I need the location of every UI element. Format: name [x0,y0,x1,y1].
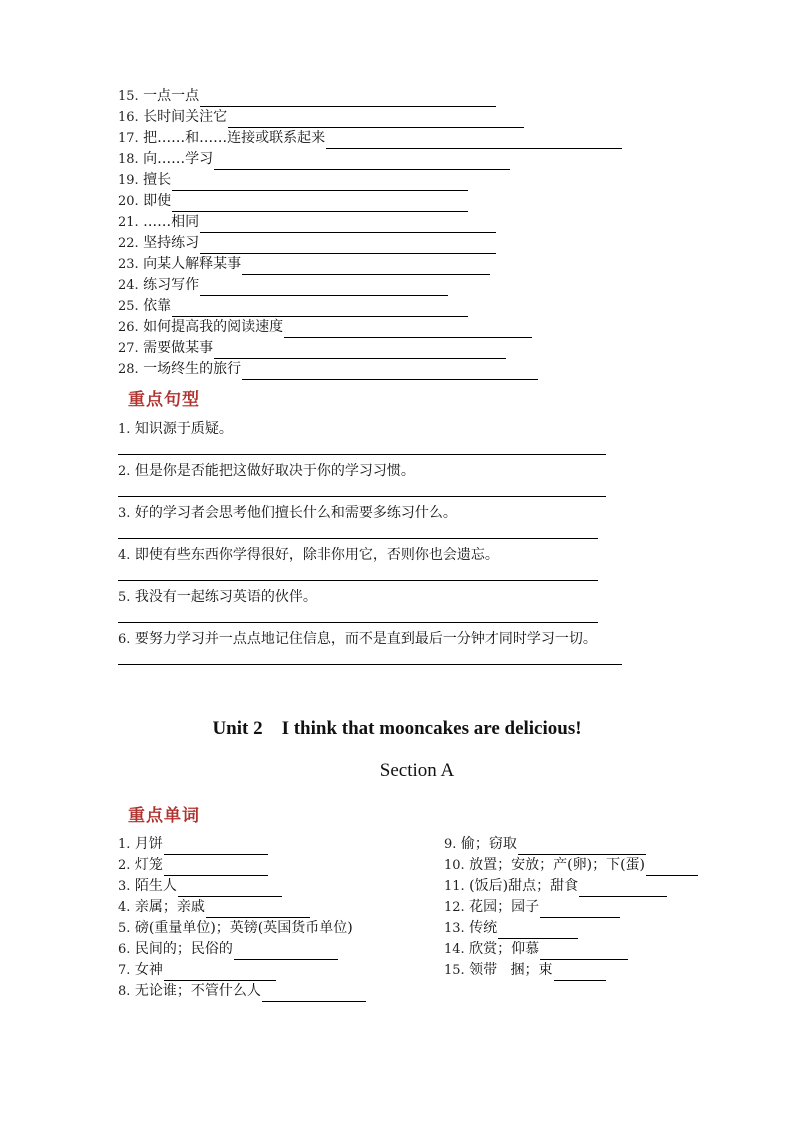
answer-blank[interactable] [164,965,276,981]
item-number: 10. [444,858,465,873]
word-text: (饭后)甜点；甜食 [469,878,579,894]
phrase-item [118,86,622,107]
phrase-text: 需要做某事 [143,340,214,356]
phrase-text: 长时间关注它 [143,109,228,125]
answer-blank[interactable] [262,986,366,1002]
answer-blank[interactable] [214,154,510,170]
item-number: 11. [444,879,465,894]
word-item [118,897,366,918]
phrase-item [118,233,622,254]
item-number: 13. [444,921,465,936]
item-number: 19. [118,173,139,188]
answer-blank[interactable] [234,944,338,960]
word-text: 无论谁；不管什么人 [134,983,261,999]
phrase-item [118,107,622,128]
word-text: 陌生人 [134,878,177,894]
word-item [444,918,698,939]
phrase-item [118,149,622,170]
answer-blank[interactable] [579,881,667,897]
word-item [118,855,366,876]
item-number: 12. [444,900,465,915]
word-item [118,918,366,939]
item-number: 28. [118,362,139,377]
phrase-item [118,191,622,212]
unit-title: Unit 2 I think that mooncakes are delicious! [212,718,582,739]
answer-blank[interactable] [214,343,506,359]
word-text: 女神 [134,962,163,978]
answer-blank[interactable] [242,364,538,380]
item-number: 5. [118,590,131,605]
item-number: 27. [118,341,139,356]
answer-blank[interactable] [164,860,268,876]
sentence-prompt [118,544,622,566]
item-number: 16. [118,110,139,125]
phrase-item [118,254,622,275]
word-item [118,876,366,897]
sentence-item [118,586,622,628]
answer-line[interactable] [118,580,598,581]
word-list-left [118,834,366,1002]
word-text: 领带 捆；束 [469,962,553,978]
answer-line[interactable] [118,496,606,497]
sentence-list [118,418,622,670]
sentence-item [118,628,622,670]
phrase-text: 一场终生的旅行 [143,361,242,377]
word-item [444,939,698,960]
word-text: 民间的；民俗的 [134,941,233,957]
word-item [118,939,366,960]
item-number: 8. [118,984,131,999]
item-number: 2. [118,464,131,479]
word-text: 月饼 [134,836,163,852]
sentence-prompt [118,628,622,650]
answer-blank[interactable] [164,839,268,855]
answer-blank[interactable] [206,902,310,918]
item-number: 4. [118,548,131,563]
item-number: 1. [118,837,131,852]
phrase-text: 把……和……连接或联系起来 [143,130,326,146]
phrase-item [118,359,622,380]
answer-blank[interactable] [200,280,448,296]
item-number: 1. [118,422,131,437]
sentence-item [118,460,622,502]
answer-blank[interactable] [178,881,282,897]
item-number: 26. [118,320,139,335]
phrase-text: 即使 [143,193,172,209]
word-item [444,876,698,897]
phrase-text: 坚持练习 [143,235,200,251]
word-list-right [444,834,698,981]
item-number: 3. [118,879,131,894]
answer-blank[interactable] [540,902,620,918]
phrase-item [118,275,622,296]
item-number: 14. [444,942,465,957]
answer-blank[interactable] [326,133,622,149]
item-number: 21. [118,215,139,230]
word-text: 欣赏；仰慕 [469,941,540,957]
answer-blank[interactable] [172,175,468,191]
item-number: 24. [118,278,139,293]
word-item [444,855,698,876]
item-number: 4. [118,900,131,915]
sentence-item [118,418,622,460]
word-text: 花园；园子 [469,899,540,915]
word-item [444,834,698,855]
sentence-item [118,544,622,586]
answer-blank[interactable] [200,91,496,107]
item-number: 23. [118,257,139,272]
answer-line[interactable] [118,664,622,665]
item-number: 15. [444,963,465,978]
answer-blank[interactable] [554,965,606,981]
item-number: 20. [118,194,139,209]
answer-blank[interactable] [518,839,646,855]
phrase-text: 如何提高我的阅读速度 [143,319,284,335]
item-number: 22. [118,236,139,251]
word-item [118,960,366,981]
item-number: 5. [118,921,131,936]
answer-line[interactable] [118,454,606,455]
item-number: 3. [118,506,131,521]
phrase-item [118,212,622,233]
word-item [444,960,698,981]
sentence-item [118,502,622,544]
phrase-item [118,317,622,338]
answer-blank[interactable] [284,322,532,338]
item-number: 7. [118,963,131,978]
sentence-text: 好的学习者会思考他们擅长什么和需要多练习什么。 [134,505,457,521]
item-number: 6. [118,942,131,957]
word-item [118,981,366,1002]
phrase-text: 练习写作 [143,277,200,293]
answer-blank[interactable] [540,944,628,960]
sentence-text: 即使有些东西你学得很好，除非你用它，否则你也会遗忘。 [134,547,499,563]
answer-blank[interactable] [646,860,698,876]
phrase-text: 依靠 [143,298,172,314]
answer-blank[interactable] [172,301,468,317]
answer-line[interactable] [118,622,598,623]
sentence-text: 要努力学习并一点点地记住信息，而不是直到最后一分钟才同时学习一切。 [134,631,597,647]
phrase-text: 向某人解释某事 [143,256,242,272]
answer-blank[interactable] [172,196,468,212]
item-number: 2. [118,858,131,873]
answer-blank[interactable] [200,238,496,254]
word-item [118,834,366,855]
answer-blank[interactable] [228,112,524,128]
answer-blank[interactable] [498,923,578,939]
key-sentences-heading: 重点句型 [128,390,200,410]
item-number: 17. [118,131,139,146]
item-number: 25. [118,299,139,314]
phrase-text: ……相同 [143,214,200,230]
item-number: 6. [118,632,131,647]
word-item [444,897,698,918]
section-title: Section A [379,760,455,781]
phrase-text: 擅长 [143,172,172,188]
phrase-text: 一点一点 [143,88,200,104]
phrase-item [118,170,622,191]
item-number: 18. [118,152,139,167]
word-text: 放置；安放；产(卵)；下(蛋) [469,857,645,873]
sentence-text: 但是你是否能把这做好取决于你的学习习惯。 [134,463,415,479]
sentence-text: 我没有一起练习英语的伙伴。 [134,589,317,605]
word-text: 灯笼 [134,857,163,873]
answer-line[interactable] [118,538,598,539]
phrase-list [118,86,622,380]
word-text: 偷；窃取 [460,836,517,852]
phrase-item [118,128,622,149]
word-text: 亲属；亲戚 [134,899,205,915]
phrase-item [118,338,622,359]
sentence-prompt [118,586,622,608]
sentence-prompt [118,460,622,482]
sentence-text: 知识源于质疑。 [134,421,233,437]
word-text: 磅(重量单位)；英镑(英国货币单位) [134,920,353,936]
item-number: 9. [444,837,457,852]
sentence-prompt [118,418,622,440]
phrase-item [118,296,622,317]
phrase-text: 向……学习 [143,151,214,167]
word-text: 传统 [469,920,498,936]
item-number: 15. [118,89,139,104]
sentence-prompt [118,502,622,524]
key-words-heading: 重点单词 [128,806,200,826]
answer-blank[interactable] [242,259,490,275]
answer-blank[interactable] [200,217,496,233]
